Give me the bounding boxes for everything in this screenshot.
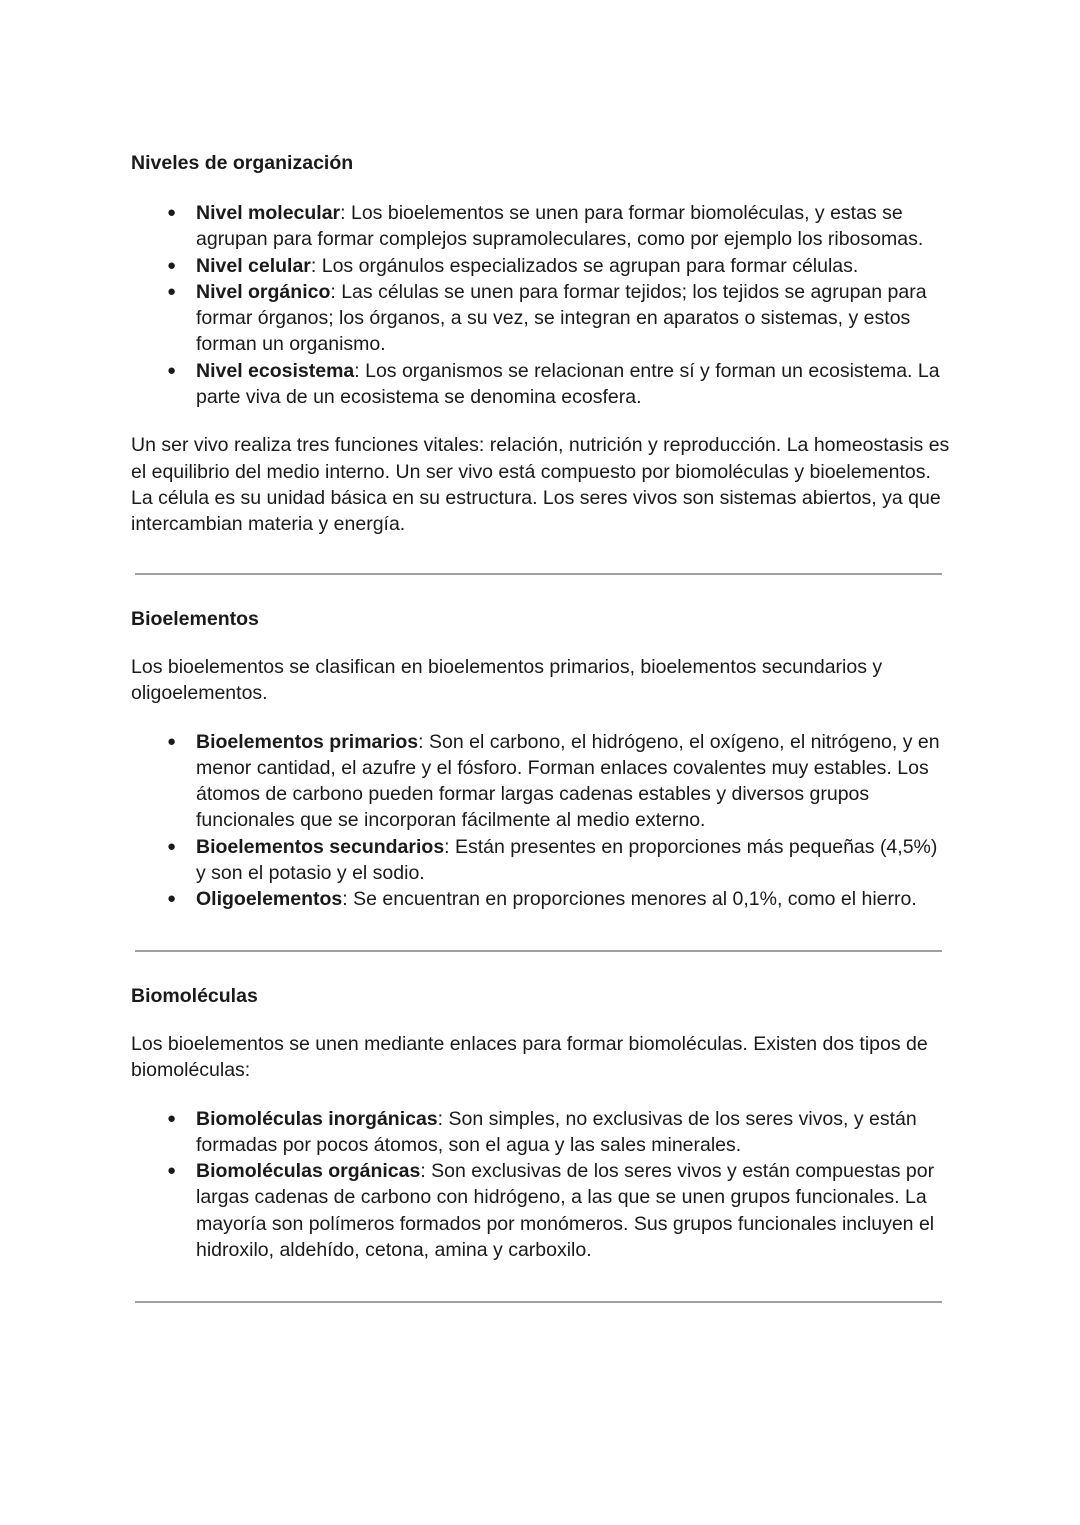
list-niveles (131, 200, 951, 410)
section-title-niveles: Niveles de organización (131, 152, 354, 174)
bullet-icon: ● (167, 204, 177, 221)
bullet-icon: ● (167, 1162, 177, 1180)
list-item: ● Biomoléculas orgánicas: Son exclusivas de los seres vivos y están compuestas por largas cadenas de carbono con hidrógeno, a las que se unen grupos funcionales. La mayoría son polímeros formados por monómeros. Sus grupos funcionales incluyen el hidroxilo, aldehído, cetona, amina y carboxilo. (167, 1160, 935, 1262)
bullet-icon: ● (167, 837, 177, 855)
list-item: ● Bioelementos secundarios: Están presentes en proporciones más pequeñas (4,5%) y son el potasio y el sodio. (167, 835, 938, 885)
bullet-icon: ● (167, 1109, 177, 1127)
section-biomoleculas (131, 983, 951, 1263)
divider (135, 950, 942, 952)
list-biomoleculas (131, 1106, 951, 1264)
list-item: ● Bioelementos primarios: Son el carbono, el hidrógeno, el oxígeno, el nitrógeno, y en menor cantidad, el azufre y el fósforo. Forman enlaces covalentes muy estables. Los átomos de carbono pueden formar largas cadenas estables y diversos grupos funcionales que se incorporan fácilmente al medio externo. (167, 730, 940, 832)
bullet-icon: ● (167, 890, 177, 908)
section-title-biomoleculas: Biomoléculas (131, 985, 258, 1007)
divider (135, 573, 942, 575)
section-title-bioelementos: Bioelementos (131, 608, 259, 630)
bullet-icon: ● (167, 361, 177, 379)
paragraph-biomoleculas: Los bioelementos se unen mediante enlaces para formar biomoléculas. Existen dos tipos de biomoléculas: (131, 1033, 928, 1082)
divider (135, 1301, 942, 1303)
bullet-icon: ● (167, 732, 177, 750)
list-bioelementos (131, 729, 951, 913)
list-item: ● Nivel ecosistema: Los organismos se relacionan entre sí y forman un ecosistema. La parte viva de un ecosistema se denomina ecosfera. (167, 359, 940, 409)
bullet-icon: ● (167, 256, 177, 274)
list-item: ● Oligoelementos: Se encuentran en proporciones menores al 0,1%, como el hierro. (131, 886, 951, 912)
paragraph-ser-vivo: Un ser vivo realiza tres funciones vitales: relación, nutrición y reproducción. La homeostasis es el equilibrio del medio interno. Un ser vivo está compuesto por biomoléculas y bioelementos. La célula es su unidad básica en su estructura. Los seres vivos son sistemas abiertos, ya que intercambian materia y energía. (131, 434, 950, 536)
list-item: ● Nivel molecular: Los bioelementos se unen para formar biomoléculas, y estas se agrupan para formar complejos supramoleculares, como por ejemplo los ribosomas. (167, 202, 924, 251)
list-item: ● Biomoléculas inorgánicas: Son simples, no exclusivas de los seres vivos, y están formadas por pocos átomos, son el agua y las sales minerales. (167, 1107, 917, 1156)
paragraph-bioelementos: Los bioelementos se clasifican en bioelementos primarios, bioelementos secundarios y oligoelementos. (131, 656, 883, 705)
section-bioelementos (131, 606, 951, 913)
bullet-icon: ● (167, 282, 177, 300)
section-niveles (131, 150, 951, 538)
list-item: ● Nivel celular: Los orgánulos especializados se agrupan para formar células. (131, 253, 951, 279)
list-item: ● Nivel orgánico: Las células se unen para formar tejidos; los tejidos se agrupan para formar órganos; los órganos, a su vez, se integran en aparatos o sistemas, y estos forman un organismo. (167, 280, 927, 356)
